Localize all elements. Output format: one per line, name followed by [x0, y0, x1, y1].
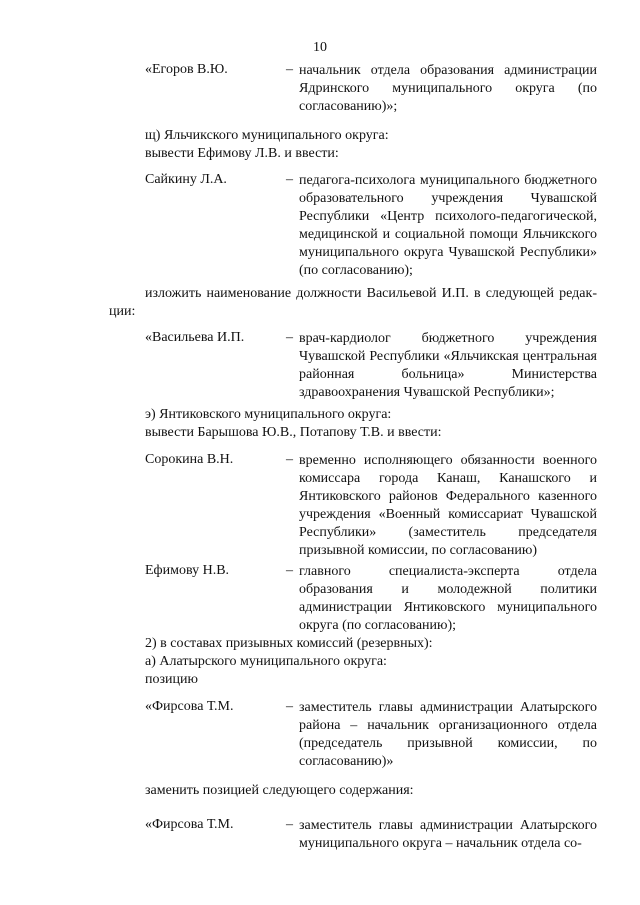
member-entry	[145, 817, 597, 853]
member-description: врач-кардиолог бюджетного учреждения Чувашской Республики «Яльчикская центральная районная больница» Министерства здравоохранения Чувашской Республики»;	[299, 331, 597, 400]
member-dash: –	[286, 452, 293, 467]
member-description: заместитель главы администрации Алатырского муниципального округа – начальник отдела со-	[299, 818, 597, 851]
text-line: вывести Ефимову Л.В. и ввести:	[145, 146, 339, 161]
member-dash: –	[286, 172, 293, 187]
member-name: «Фирсова Т.М.	[145, 699, 234, 714]
member-name: Сайкину Л.А.	[145, 172, 227, 187]
member-entry	[145, 62, 597, 116]
member-name: «Фирсова Т.М.	[145, 817, 234, 832]
text-line: заменить позицией следующего содержания:	[145, 783, 414, 798]
member-description: главного специалиста-эксперта отдела образования и молодежной политики администрации Янтиковского муниципального округа (по согласованию);	[299, 564, 597, 633]
section-heading	[145, 127, 597, 163]
text-line: позицию	[145, 672, 198, 687]
text-line: 2) в составах призывных комиссий (резервных):	[145, 636, 433, 651]
member-dash: –	[286, 62, 293, 77]
member-name: «Васильева И.П.	[145, 330, 245, 345]
page-number: 10	[313, 40, 327, 55]
instruction-line	[145, 782, 597, 800]
member-dash: –	[286, 699, 293, 714]
text-line: ции:	[109, 304, 136, 319]
text-line: щ) Яльчикского муниципального округа:	[145, 128, 389, 143]
member-dash: –	[286, 817, 293, 832]
instruction-paragraph	[109, 285, 597, 321]
member-description: заместитель главы администрации Алатырского района – начальник организационного отдела (председатель призывной комиссии, по согласованию)»	[299, 700, 597, 769]
member-dash: –	[286, 330, 293, 345]
member-description: педагога-психолога муниципального бюджетного образовательного учреждения Чувашской Республики «Центр психолого-педагогической, медицинской и социальной помощи Яльчикского муниципального округа Чувашской Республики» (по согласованию);	[299, 173, 597, 278]
text-line: э) Янтиковского муниципального округа:	[145, 407, 392, 422]
member-entry	[145, 563, 597, 635]
member-entry	[145, 330, 597, 402]
text-line: вывести Барышова Ю.В., Потапову Т.В. и ввести:	[145, 425, 442, 440]
text-line: а) Алатырского муниципального округа:	[145, 654, 387, 669]
member-description: временно исполняющего обязанности военного комиссара города Канаш, Канашского и Янтиковского районов Федерального казенного учреждения «Военный комиссариат Чувашской Республики» (заместитель председателя призывной комиссии, по согласованию)	[299, 453, 597, 558]
member-dash: –	[286, 563, 293, 578]
text-line: изложить наименование должности Васильевой И.П. в следующей редак-	[145, 286, 597, 301]
member-description: начальник отдела образования администрации Ядринского муниципального округа (по согласованию)»;	[299, 63, 597, 114]
member-name: Ефимову Н.В.	[145, 563, 230, 578]
member-entry	[145, 172, 597, 280]
member-name: «Егоров В.Ю.	[145, 62, 228, 77]
member-entry	[145, 699, 597, 771]
member-entry	[145, 452, 597, 560]
member-name: Сорокина В.Н.	[145, 452, 234, 467]
section-heading	[145, 406, 597, 442]
section-heading	[145, 635, 597, 689]
